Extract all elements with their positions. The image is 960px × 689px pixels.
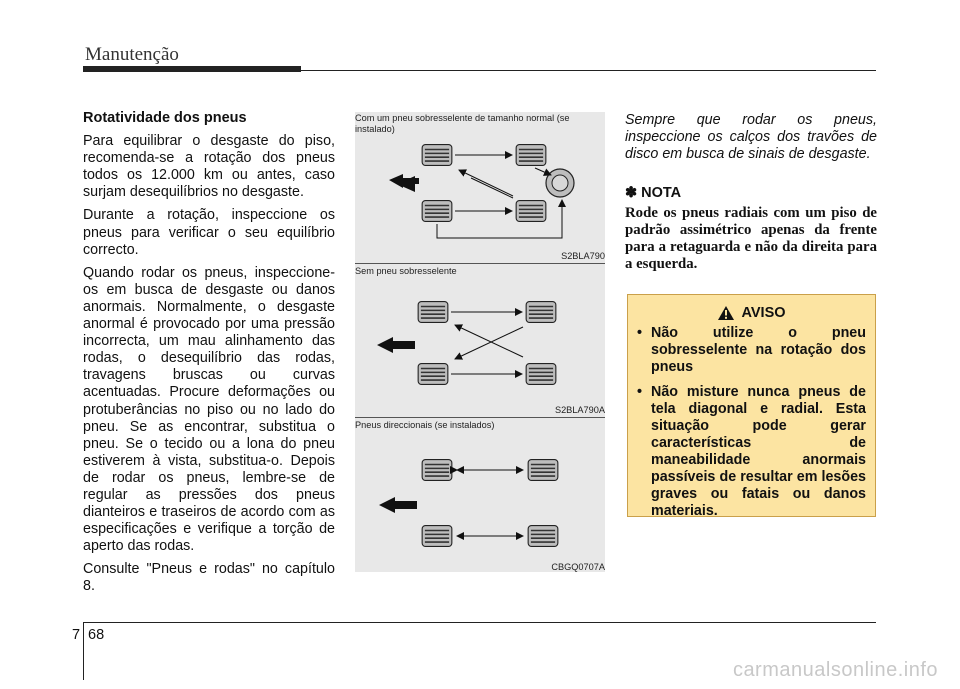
header-bar: [83, 66, 301, 72]
nota-title: NOTA: [641, 185, 682, 201]
warning-box: [627, 294, 876, 517]
nota-heading: [625, 185, 877, 201]
asterisk-icon: ✽: [625, 185, 638, 201]
figure-caption: Pneus direccionais (se instalados): [355, 420, 495, 430]
rotation-paragraph: Quando rodar os pneus, inspeccione-os em busca de desgaste ou danos anormais. Normalmente, o desgaste anormal é provocado por uma pressão incorrecta, um mau alinhamento das rodas, o desequilíbrio das rodas, travagens bruscas ou curvas acentuadas. Procure deformações ou protuberâncias no piso ou no lado do pneu. Se as encontrar, substitua o pneu. Se o tecido ou a lona do pneu estiverem à vista, substitua-o. Depois de rodar os pneus, lembre-se de regular as pressões dos pneus dianteiros e traseiros de acordo com as especificações e verifique a torção de aperto das rodas.: [83, 264, 335, 555]
figure-code: CBGQ0707A: [551, 562, 605, 572]
tire-icon: [526, 302, 556, 323]
forward-arrow-icon: [377, 337, 415, 353]
warning-triangle-icon: [717, 305, 735, 321]
watermark: carmanualsonline.info: [732, 659, 938, 681]
rotation-paragraph: Para equilibrar o desgaste do piso, recomenda-se a rotação dos pneus todos os 12.000 km ou antes, caso surjam desequilíbrios no desgaste.: [83, 133, 335, 201]
tire-icon: [418, 302, 448, 323]
rotation-diagram-no-spare: [355, 265, 605, 415]
tire-icon: [526, 364, 556, 385]
figure-caption: Com um pneu sobresselente de tamanho normal (se instalado): [355, 113, 570, 134]
page-header-title: Manutenção: [85, 44, 179, 65]
rotation-heading: Rotatividade dos pneus: [83, 110, 247, 126]
tire-icon: [516, 201, 546, 222]
tire-icon: [422, 145, 452, 166]
nota-text: Rode os pneus radiais com um piso de padrão assimétrico apenas da frente para a retaguarda e não da direita para a esquerda.: [625, 205, 877, 272]
tire-icon: [422, 201, 452, 222]
chapter-number: 7: [72, 627, 81, 643]
tire-icon: [528, 460, 558, 481]
rotation-diagram-full-spare: [355, 112, 605, 262]
tire-icon: [418, 364, 448, 385]
figure-separator: [355, 263, 605, 264]
tire-icon: [422, 460, 452, 481]
rotation-section: [83, 110, 335, 602]
page-number: 68: [88, 627, 105, 643]
rotation-paragraph: Consulte "Pneus e rodas" no capítulo 8.: [83, 561, 335, 595]
warning-item: • Não misture nunca pneus de tela diagonal e radial. Esta situação pode gerar características de maneabilidade anormais passíveis de resultar em lesões graves ou fatais ou danos materiais.: [637, 384, 866, 520]
warning-item: • Não utilize o pneu sobresselente na rotação dos pneus: [637, 325, 866, 376]
figure-code: S2BLA790A: [554, 405, 605, 415]
notes-column: [625, 112, 877, 273]
rotation-figures: [355, 112, 605, 572]
footer-rule: [83, 622, 876, 623]
footer-divider: [83, 622, 84, 680]
forward-arrow-icon: [379, 497, 417, 513]
tire-icon: [516, 145, 546, 166]
header-rule: [83, 70, 876, 71]
tire-icon: [422, 526, 452, 547]
figure-panel-no-spare: [355, 265, 605, 415]
rotation-paragraph: Durante a rotação, inspeccione os pneus para verificar o seu equilíbrio correcto.: [83, 207, 335, 258]
warning-title: AVISO: [741, 305, 786, 321]
figure-separator: [355, 417, 605, 418]
tire-icon: [528, 526, 558, 547]
figure-panel-full-spare: [355, 112, 605, 262]
warning-list: [637, 325, 866, 520]
figure-code: S2BLA790: [561, 251, 605, 261]
figure-panel-directional: [355, 419, 605, 572]
rotation-diagram-directional: [355, 419, 605, 572]
figure-caption: Sem pneu sobresselente: [355, 266, 457, 276]
warning-heading: [637, 305, 866, 321]
brake-inspection-note: Sempre que rodar os pneus, inspeccione os calços dos travões de disco em busca de sinais de desgaste.: [625, 112, 877, 162]
